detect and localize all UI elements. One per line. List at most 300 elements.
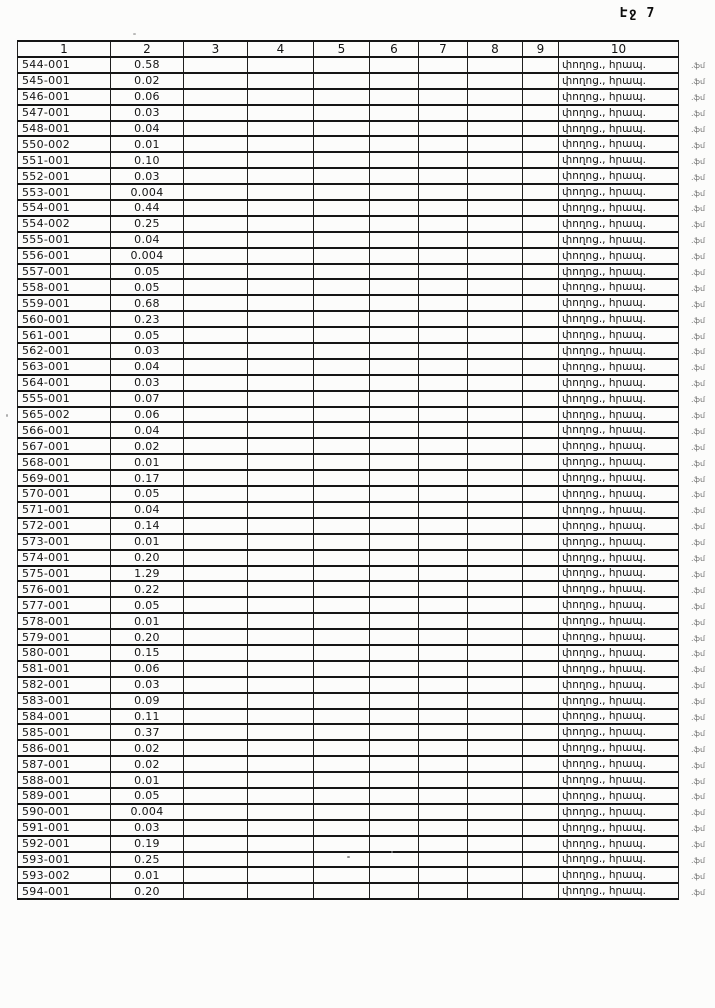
column-header-6: 6	[370, 41, 419, 57]
usage-cell: փողոց., հրապ.	[559, 867, 679, 883]
empty-cell	[419, 391, 468, 407]
empty-cell	[523, 391, 559, 407]
table-row	[18, 597, 714, 613]
parcel-code-cell: 548-001	[18, 121, 111, 137]
empty-cell	[314, 566, 370, 582]
margin-mark-cell	[679, 597, 714, 613]
margin-mark: .ֆմ	[691, 554, 706, 563]
empty-cell	[248, 661, 314, 677]
empty-cell	[468, 136, 523, 152]
empty-cell	[184, 359, 248, 375]
empty-cell	[370, 470, 419, 486]
empty-cell	[248, 136, 314, 152]
empty-cell	[468, 645, 523, 661]
empty-cell	[370, 867, 419, 883]
empty-cell	[523, 295, 559, 311]
table-row	[18, 89, 714, 105]
empty-cell	[468, 438, 523, 454]
margin-mark: .ֆմ	[691, 300, 706, 309]
margin-mark-cell	[679, 216, 714, 232]
empty-cell	[184, 613, 248, 629]
area-value-cell: 0.20	[111, 883, 184, 899]
empty-cell	[184, 518, 248, 534]
empty-cell	[370, 709, 419, 725]
area-value-cell: 0.004	[111, 248, 184, 264]
margin-mark-cell	[679, 73, 714, 89]
area-value-cell: 0.01	[111, 534, 184, 550]
empty-cell	[370, 105, 419, 121]
parcel-code-cell: 590-001	[18, 804, 111, 820]
margin-mark-cell	[679, 311, 714, 327]
empty-cell	[370, 184, 419, 200]
usage-cell: փողոց., հրապ.	[559, 168, 679, 184]
empty-cell	[184, 422, 248, 438]
margin-mark: .ֆմ	[691, 188, 706, 198]
usage-cell: փողոց., հրապ.	[559, 724, 679, 740]
empty-cell	[184, 772, 248, 788]
empty-cell	[370, 883, 419, 899]
empty-cell	[184, 73, 248, 89]
empty-cell	[370, 581, 419, 597]
empty-cell	[468, 184, 523, 200]
usage-cell: փողոց., հրապ.	[559, 804, 679, 820]
empty-cell	[370, 836, 419, 852]
table-row	[18, 629, 714, 645]
table-row	[18, 184, 714, 200]
empty-cell	[468, 232, 523, 248]
usage-cell: փողոց., հրապ.	[559, 470, 679, 486]
parcel-code-cell: 551-001	[18, 152, 111, 168]
table-row	[18, 311, 714, 327]
empty-cell	[184, 216, 248, 232]
margin-mark: .ֆմ	[691, 697, 706, 706]
margin-mark: .ֆմ	[691, 379, 706, 388]
empty-cell	[184, 883, 248, 899]
empty-cell	[314, 343, 370, 359]
empty-cell	[314, 89, 370, 105]
empty-cell	[523, 136, 559, 152]
empty-cell	[248, 295, 314, 311]
margin-mark-cell	[679, 709, 714, 725]
margin-mark: .ֆմ	[691, 713, 706, 722]
parcel-code-cell: 588-001	[18, 772, 111, 788]
column-header-2: 2	[111, 41, 184, 57]
empty-cell	[314, 677, 370, 693]
empty-cell	[370, 248, 419, 264]
area-value-cell: 0.01	[111, 772, 184, 788]
margin-mark-cell	[679, 343, 714, 359]
empty-cell	[248, 486, 314, 502]
empty-cell	[314, 518, 370, 534]
margin-mark-cell	[679, 200, 714, 216]
empty-cell	[370, 327, 419, 343]
empty-cell	[419, 486, 468, 502]
column-header-10: 10	[559, 41, 679, 57]
empty-cell	[248, 820, 314, 836]
empty-cell	[248, 724, 314, 740]
empty-cell	[468, 73, 523, 89]
empty-cell	[523, 788, 559, 804]
margin-mark: .ֆմ	[691, 776, 706, 786]
empty-cell	[419, 343, 468, 359]
empty-cell	[314, 327, 370, 343]
empty-cell	[523, 343, 559, 359]
empty-cell	[184, 534, 248, 550]
empty-cell	[419, 693, 468, 709]
empty-cell	[523, 407, 559, 423]
empty-cell	[370, 820, 419, 836]
empty-cell	[419, 661, 468, 677]
empty-cell	[370, 407, 419, 423]
margin-mark-cell	[679, 359, 714, 375]
empty-cell	[314, 407, 370, 423]
usage-cell: փողոց., հրապ.	[559, 772, 679, 788]
margin-mark: .ֆմ	[691, 395, 706, 404]
column-header-7: 7	[419, 41, 468, 57]
empty-cell	[370, 518, 419, 534]
margin-mark: .ֆմ	[691, 443, 706, 452]
empty-cell	[419, 820, 468, 836]
usage-cell: փողոց., հրապ.	[559, 152, 679, 168]
empty-cell	[184, 136, 248, 152]
empty-cell	[419, 375, 468, 391]
table-row	[18, 693, 714, 709]
empty-cell	[314, 264, 370, 280]
empty-cell	[419, 867, 468, 883]
empty-cell	[248, 121, 314, 137]
empty-cell	[314, 216, 370, 232]
parcel-code-cell: 570-001	[18, 486, 111, 502]
margin-mark: .ֆմ	[691, 792, 706, 802]
empty-cell	[370, 550, 419, 566]
empty-cell	[184, 486, 248, 502]
empty-cell	[248, 534, 314, 550]
parcel-code-cell: 547-001	[18, 105, 111, 121]
empty-cell	[419, 422, 468, 438]
empty-cell	[523, 264, 559, 280]
empty-cell	[248, 740, 314, 756]
empty-cell	[184, 454, 248, 470]
empty-cell	[468, 470, 523, 486]
empty-cell	[419, 121, 468, 137]
empty-cell	[419, 724, 468, 740]
area-value-cell: 0.68	[111, 295, 184, 311]
empty-cell	[370, 454, 419, 470]
empty-cell	[314, 867, 370, 883]
empty-cell	[419, 407, 468, 423]
empty-cell	[370, 677, 419, 693]
margin-mark-cell	[679, 502, 714, 518]
margin-mark-cell	[679, 581, 714, 597]
empty-cell	[468, 422, 523, 438]
margin-mark: .ֆմ	[691, 649, 706, 659]
table-row	[18, 438, 714, 454]
usage-cell: փողոց., հրապ.	[559, 438, 679, 454]
margin-mark: .ֆմ	[691, 729, 706, 738]
margin-mark-cell	[679, 661, 714, 677]
empty-cell	[314, 597, 370, 613]
usage-cell: փողոց., հրապ.	[559, 756, 679, 772]
usage-cell: փողոց., հրապ.	[559, 121, 679, 137]
margin-mark-cell	[679, 232, 714, 248]
empty-cell	[184, 264, 248, 280]
empty-cell	[419, 168, 468, 184]
empty-cell	[314, 121, 370, 137]
empty-cell	[184, 645, 248, 661]
margin-mark: .ֆմ	[691, 157, 706, 166]
table-row	[18, 486, 714, 502]
header-row	[18, 41, 714, 57]
empty-cell	[184, 867, 248, 883]
empty-cell	[248, 883, 314, 899]
margin-mark-cell	[679, 550, 714, 566]
empty-cell	[248, 709, 314, 725]
empty-cell	[523, 359, 559, 375]
table-row	[18, 836, 714, 852]
empty-cell	[468, 693, 523, 709]
parcel-code-cell: 559-001	[18, 295, 111, 311]
table-row	[18, 121, 714, 137]
parcel-code-cell: 554-001	[18, 200, 111, 216]
empty-cell	[419, 73, 468, 89]
margin-mark: .ֆմ	[691, 824, 706, 833]
empty-cell	[314, 693, 370, 709]
table-row	[18, 804, 714, 820]
empty-cell	[184, 295, 248, 311]
empty-cell	[248, 597, 314, 613]
empty-cell	[523, 184, 559, 200]
area-value-cell: 0.04	[111, 502, 184, 518]
area-value-cell: 0.04	[111, 422, 184, 438]
empty-cell	[419, 518, 468, 534]
column-header-9: 9	[523, 41, 559, 57]
parcel-code-cell: 577-001	[18, 597, 111, 613]
empty-cell	[468, 264, 523, 280]
area-value-cell: 0.03	[111, 343, 184, 359]
empty-cell	[523, 661, 559, 677]
empty-cell	[523, 327, 559, 343]
parcel-code-cell: 594-001	[18, 883, 111, 899]
usage-cell: փողոց., հրապ.	[559, 677, 679, 693]
empty-cell	[248, 327, 314, 343]
margin-mark-cell	[679, 534, 714, 550]
empty-cell	[370, 375, 419, 391]
usage-cell: փողոց., հրապ.	[559, 454, 679, 470]
margin-mark-cell	[679, 105, 714, 121]
margin-mark-cell	[679, 629, 714, 645]
area-value-cell: 0.01	[111, 136, 184, 152]
margin-mark-cell	[679, 184, 714, 200]
table-row	[18, 422, 714, 438]
empty-cell	[523, 57, 559, 73]
area-value-cell: 0.07	[111, 391, 184, 407]
table-row	[18, 613, 714, 629]
margin-mark: .ֆմ	[691, 808, 706, 817]
empty-cell	[419, 454, 468, 470]
area-value-cell: 0.02	[111, 438, 184, 454]
empty-cell	[370, 724, 419, 740]
empty-cell	[523, 200, 559, 216]
table-row	[18, 534, 714, 550]
margin-mark: .ֆմ	[691, 681, 706, 690]
empty-cell	[419, 57, 468, 73]
empty-cell	[370, 279, 419, 295]
empty-cell	[248, 375, 314, 391]
usage-cell: փողոց., հրապ.	[559, 105, 679, 121]
empty-cell	[419, 184, 468, 200]
empty-cell	[314, 279, 370, 295]
usage-cell: փողոց., հրապ.	[559, 407, 679, 423]
empty-cell	[468, 57, 523, 73]
empty-cell	[468, 486, 523, 502]
empty-cell	[184, 248, 248, 264]
usage-cell: փողոց., հրապ.	[559, 836, 679, 852]
margin-mark: .ֆմ	[691, 173, 706, 182]
empty-cell	[370, 534, 419, 550]
empty-cell	[314, 740, 370, 756]
empty-cell	[314, 836, 370, 852]
margin-mark: .ֆմ	[691, 220, 706, 229]
empty-cell	[523, 248, 559, 264]
table-row	[18, 454, 714, 470]
margin-mark-cell	[679, 820, 714, 836]
table-row	[18, 709, 714, 725]
margin-mark: .ֆմ	[691, 888, 706, 897]
empty-cell	[248, 518, 314, 534]
empty-cell	[468, 248, 523, 264]
parcel-code-cell: 593-001	[18, 852, 111, 868]
margin-mark: .ֆմ	[691, 490, 706, 500]
margin-mark: .ֆմ	[691, 204, 706, 214]
empty-cell	[523, 152, 559, 168]
column-header-4: 4	[248, 41, 314, 57]
margin-mark: .ֆմ	[691, 586, 706, 595]
usage-cell: փողոց., հրապ.	[559, 216, 679, 232]
margin-mark: .ֆմ	[691, 236, 706, 245]
empty-cell	[314, 184, 370, 200]
parcel-code-cell: 571-001	[18, 502, 111, 518]
parcel-code-cell: 556-001	[18, 248, 111, 264]
empty-cell	[184, 502, 248, 518]
parcel-code-cell: 592-001	[18, 836, 111, 852]
margin-mark-cell	[679, 645, 714, 661]
scan-speck	[347, 856, 350, 858]
empty-cell	[248, 438, 314, 454]
empty-cell	[419, 89, 468, 105]
empty-cell	[468, 597, 523, 613]
area-value-cell: 0.03	[111, 820, 184, 836]
empty-cell	[468, 375, 523, 391]
empty-cell	[370, 645, 419, 661]
empty-cell	[419, 788, 468, 804]
empty-cell	[248, 454, 314, 470]
margin-mark: .ֆմ	[691, 125, 706, 134]
usage-cell: փողոց., հրապ.	[559, 597, 679, 613]
empty-cell	[419, 836, 468, 852]
empty-cell	[523, 105, 559, 121]
empty-cell	[468, 724, 523, 740]
usage-cell: փողոց., հրապ.	[559, 391, 679, 407]
area-value-cell: 0.06	[111, 407, 184, 423]
data-table	[17, 40, 714, 900]
empty-cell	[248, 550, 314, 566]
area-value-cell: 0.44	[111, 200, 184, 216]
empty-cell	[523, 597, 559, 613]
table-row	[18, 724, 714, 740]
area-value-cell: 0.20	[111, 550, 184, 566]
empty-cell	[370, 264, 419, 280]
empty-cell	[370, 168, 419, 184]
empty-cell	[468, 804, 523, 820]
usage-cell: փողոց., հրապ.	[559, 852, 679, 868]
empty-cell	[523, 629, 559, 645]
empty-cell	[370, 852, 419, 868]
margin-mark-cell	[679, 57, 714, 73]
parcel-code-cell: 576-001	[18, 581, 111, 597]
empty-cell	[523, 89, 559, 105]
scan-speck	[6, 414, 8, 417]
margin-mark-cell	[679, 486, 714, 502]
empty-cell	[419, 470, 468, 486]
empty-cell	[184, 232, 248, 248]
empty-cell	[248, 152, 314, 168]
empty-cell	[523, 836, 559, 852]
empty-cell	[248, 89, 314, 105]
usage-cell: փողոց., հրապ.	[559, 375, 679, 391]
margin-mark: .ֆմ	[691, 474, 706, 484]
empty-cell	[248, 756, 314, 772]
column-header-3: 3	[184, 41, 248, 57]
area-value-cell: 0.02	[111, 73, 184, 89]
empty-cell	[248, 645, 314, 661]
empty-cell	[419, 136, 468, 152]
empty-cell	[468, 295, 523, 311]
area-value-cell: 0.23	[111, 311, 184, 327]
empty-cell	[248, 566, 314, 582]
empty-cell	[468, 677, 523, 693]
empty-cell	[523, 486, 559, 502]
area-value-cell: 0.06	[111, 89, 184, 105]
parcel-code-cell: 575-001	[18, 566, 111, 582]
margin-mark: .ֆմ	[691, 284, 706, 293]
empty-cell	[468, 311, 523, 327]
table-row	[18, 136, 714, 152]
empty-cell	[370, 89, 419, 105]
empty-cell	[314, 581, 370, 597]
parcel-code-cell: 579-001	[18, 629, 111, 645]
empty-cell	[468, 105, 523, 121]
usage-cell: փողոց., հրապ.	[559, 534, 679, 550]
empty-cell	[523, 867, 559, 883]
margin-mark-cell	[679, 168, 714, 184]
empty-cell	[370, 597, 419, 613]
margin-mark-cell	[679, 136, 714, 152]
table-row	[18, 518, 714, 534]
empty-cell	[468, 613, 523, 629]
margin-mark: .ֆմ	[691, 570, 706, 579]
column-header-8: 8	[468, 41, 523, 57]
empty-cell	[314, 168, 370, 184]
margin-mark: .ֆմ	[691, 411, 706, 420]
parcel-code-cell: 560-001	[18, 311, 111, 327]
empty-cell	[523, 581, 559, 597]
table-row	[18, 168, 714, 184]
empty-cell	[419, 438, 468, 454]
empty-cell	[523, 518, 559, 534]
usage-cell: փողոց., հրապ.	[559, 820, 679, 836]
empty-cell	[184, 566, 248, 582]
margin-mark-cell	[679, 279, 714, 295]
